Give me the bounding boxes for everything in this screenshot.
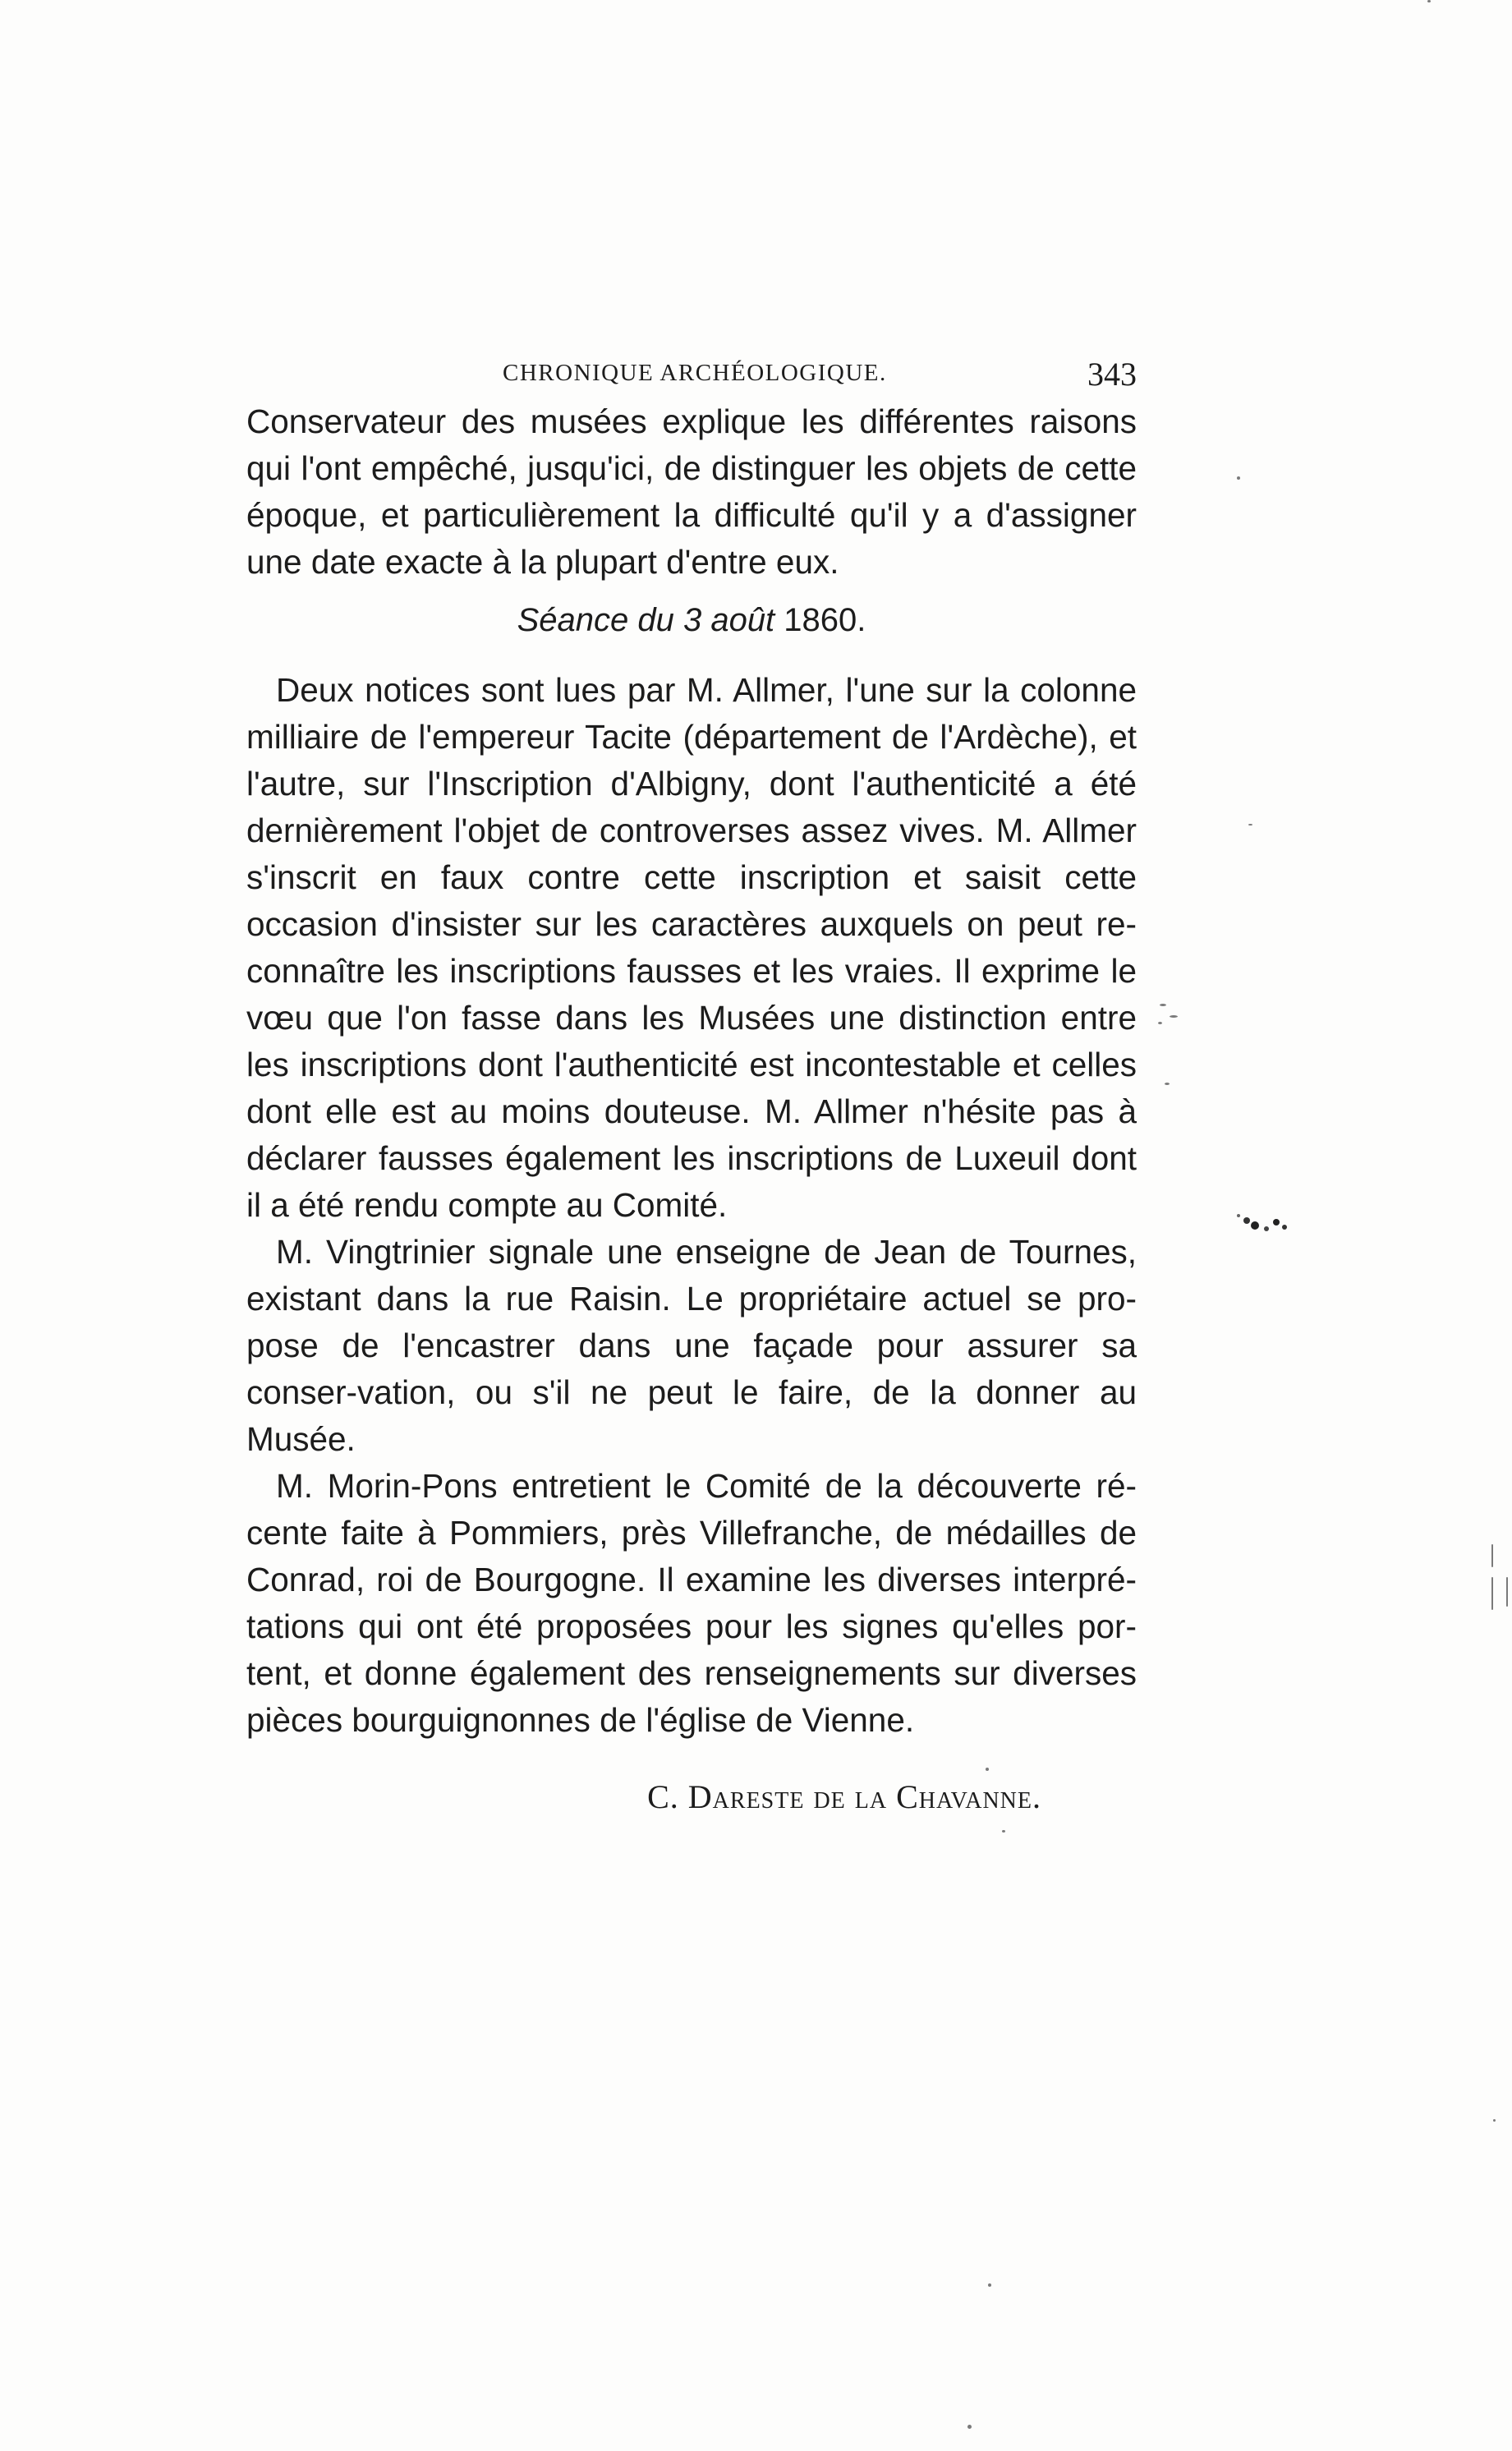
paragraph-allmer: Deux notices sont lues par M. Allmer, l'une sur la colonne milliaire de l'empereur Tacite (département de l'Ardèche), et l'autre, sur l'Inscription d'Albigny, dont l'authenticité a été dernièrement l'objet de controverses assez vives. M. Allmer s'inscrit en faux contre cette inscription et saisit cette occasion d'insister sur les caractères auxquels on peut re-connaître les inscriptions fausses et les vraies. Il exprime le vœu que l'on fasse dans les Musées une distinction entre les inscriptions dont l'authenticité est incontestable et celles dont elle est au moins douteuse. M. Allmer n'hésite pas à déclarer fausses également les inscriptions de Luxeuil dont il a été rendu compte au Comité.	[246, 671, 1137, 1224]
scan-speck	[1493, 2119, 1496, 2122]
page-number: 343	[1087, 356, 1137, 393]
page-header	[503, 355, 1137, 396]
session-heading-date: Séance du 3 août	[517, 602, 775, 638]
running-head: CHRONIQUE ARCHÉOLOGIQUE.	[503, 360, 887, 386]
scan-speck	[1160, 1004, 1166, 1006]
scan-speck	[1491, 1577, 1493, 1610]
paragraph-conservateur: Conservateur des musées explique les différentes raisons qui l'ont empêché, jusqu'ici, de distinguer les objets de cette époque, et particulièrement la difficulté qu'il y a d'assigner une date exacte à la plupart d'entre eux.	[246, 402, 1137, 581]
scan-speck	[1506, 1577, 1508, 1607]
scan-speck	[1248, 824, 1252, 825]
scan-speck	[1170, 1015, 1178, 1018]
scan-speck	[1165, 1083, 1170, 1085]
body-text	[246, 398, 1137, 1820]
signature: C. Dareste de la Chavanne.	[647, 1778, 1041, 1815]
scan-speck	[1002, 1830, 1005, 1833]
scan-speck	[1158, 1022, 1162, 1024]
ink-blot-icon	[1230, 1209, 1304, 1242]
scan-speck	[1237, 476, 1240, 480]
paragraph-vingtrinier: M. Vingtrinier signale une enseigne de Jean de Tournes, existant dans la rue Raisin. Le propriétaire actuel se pro-pose de l'encastrer dans une façade pour assurer sa conser-vation, ou s'il ne peut le faire, de la donner au Musée.	[246, 1233, 1137, 1458]
scan-speck	[988, 2283, 991, 2287]
scan-speck	[967, 2425, 972, 2429]
session-heading	[246, 597, 1137, 644]
paragraph-morin-pons: M. Morin-Pons entretient le Comité de la découverte ré-cente faite à Pommiers, près Villefranche, de médailles de Conrad, roi de Bourgogne. Il examine les diverses interpré-tations qui ont été proposées pour les signes qu'elles por-tent, et donne également des renseignements sur diverses pièces bourguignonnes de l'église de Vienne.	[246, 1467, 1137, 1739]
scan-speck	[1491, 1544, 1493, 1567]
scan-speck	[1427, 0, 1431, 2]
scan-speck	[986, 1768, 989, 1771]
session-heading-year: 1860.	[784, 602, 866, 638]
